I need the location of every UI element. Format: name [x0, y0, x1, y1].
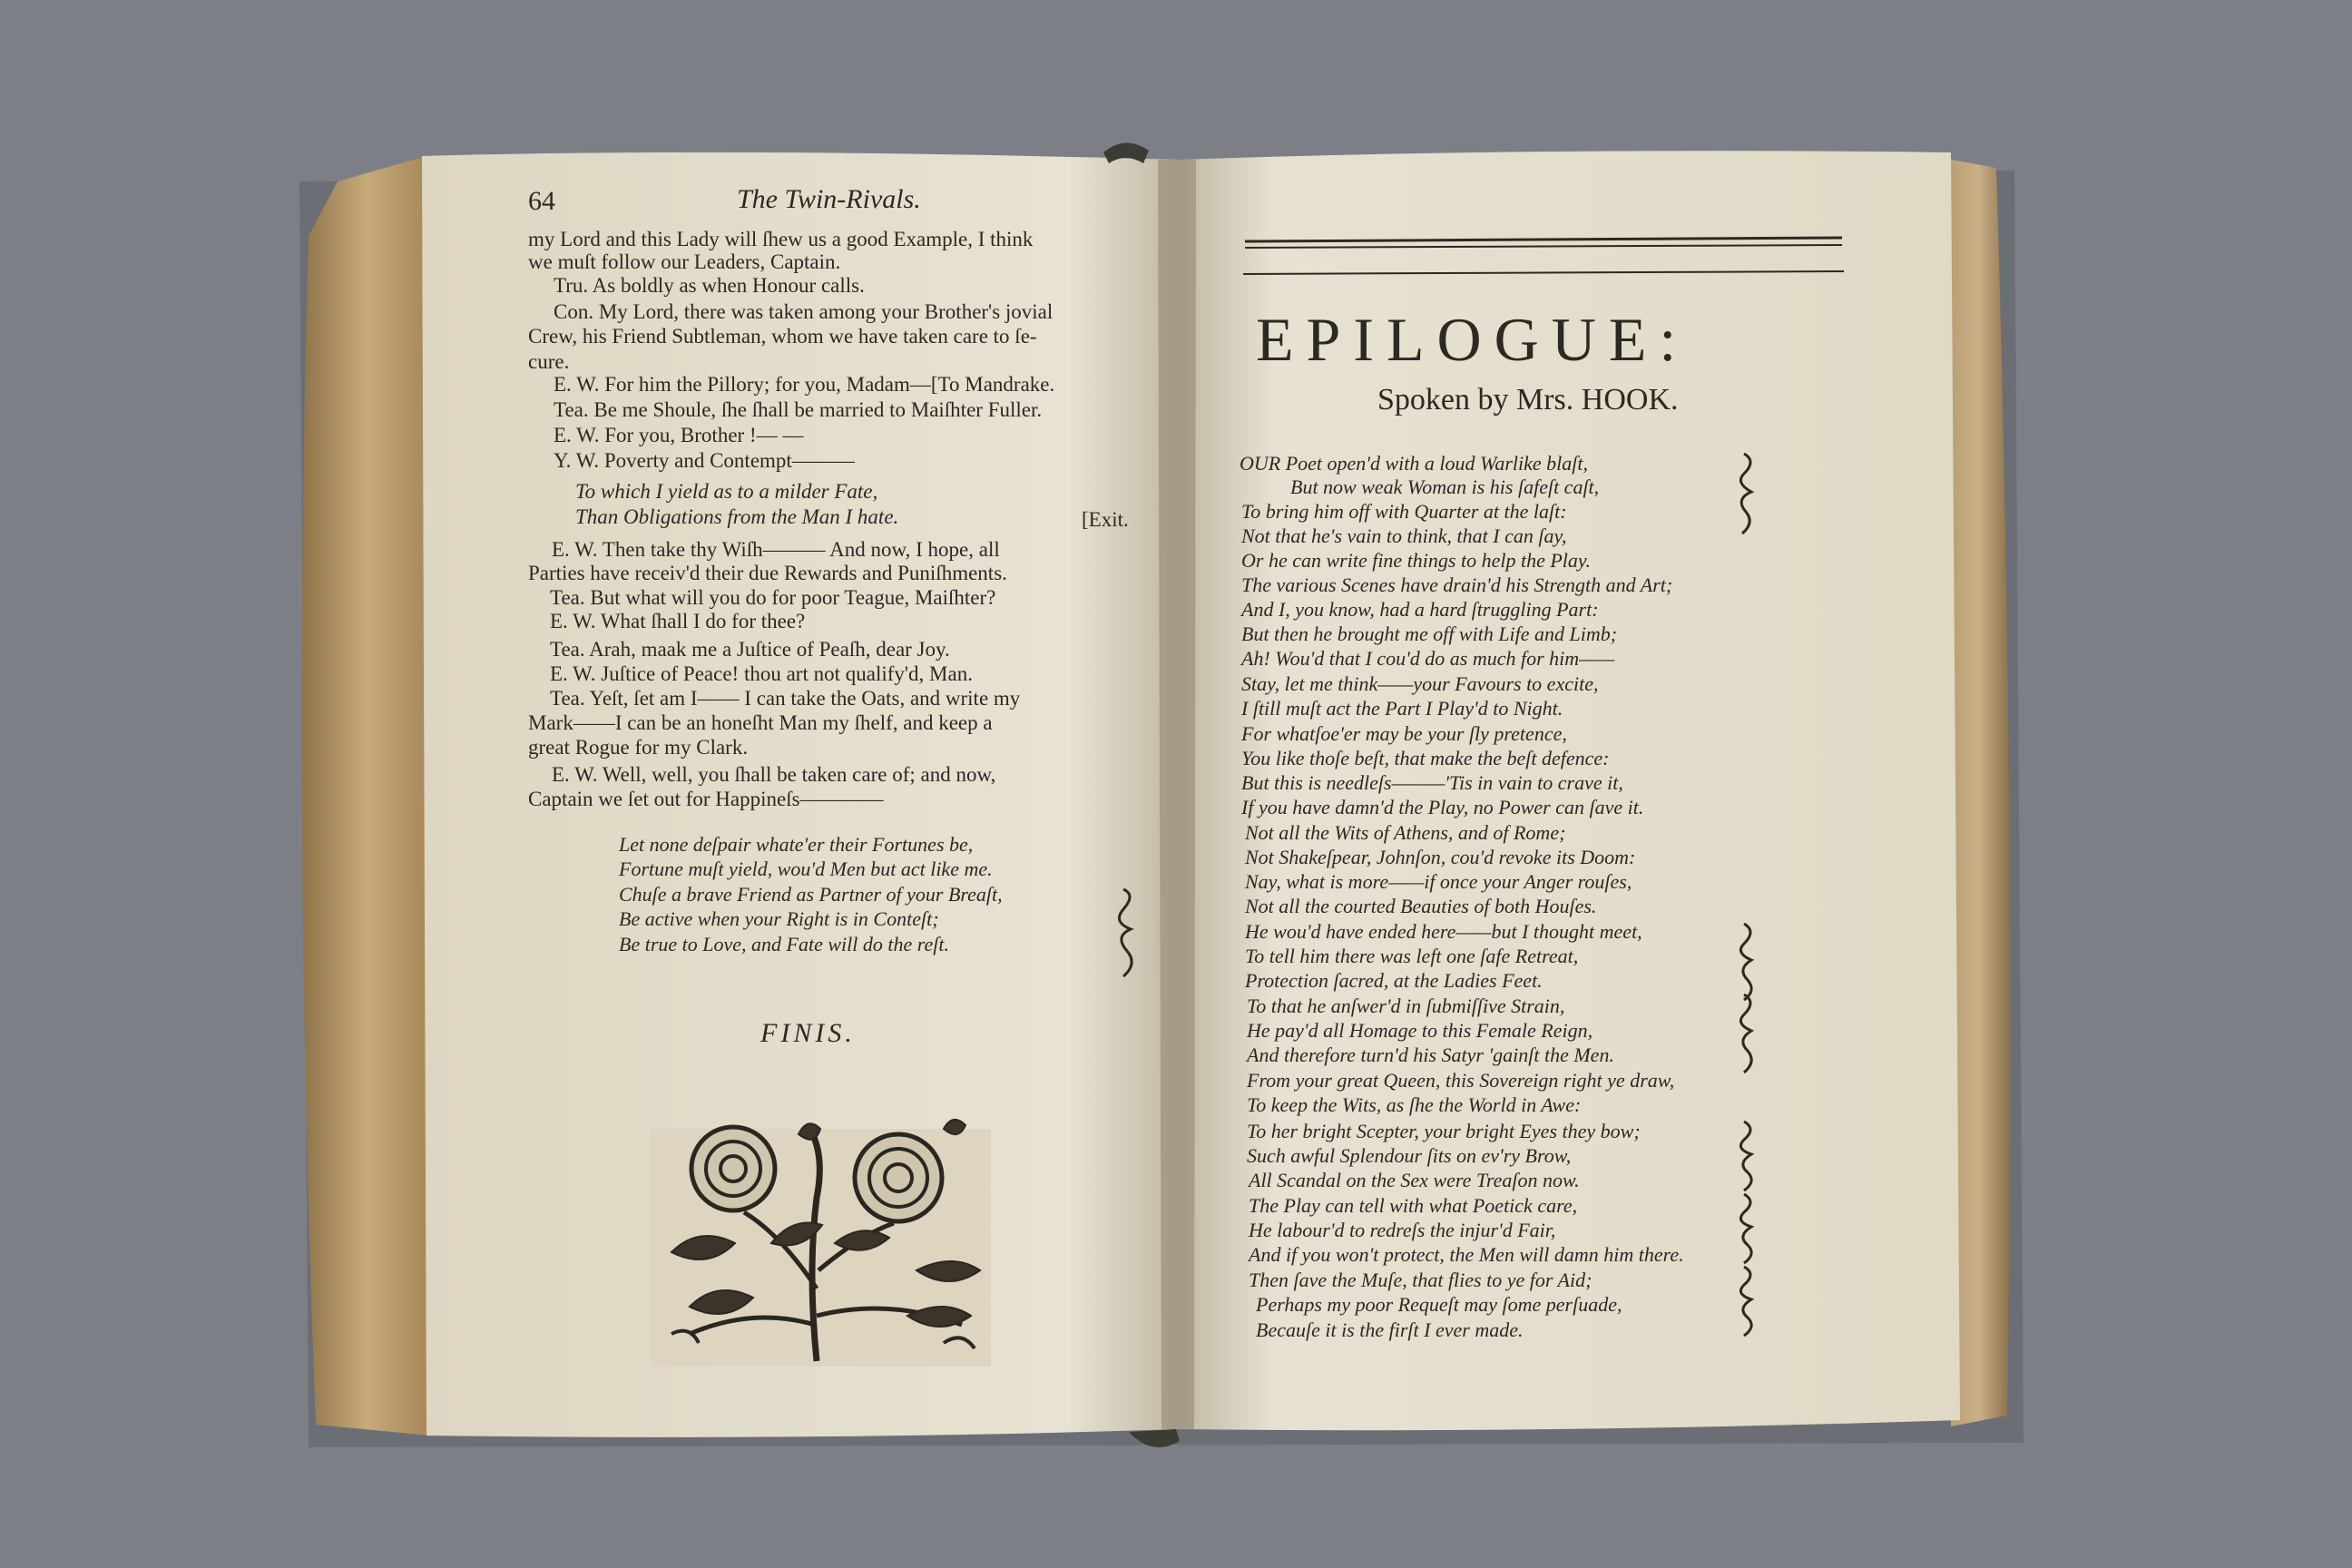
text-line: cure.: [528, 350, 570, 373]
verse-line: Becauſe it is the firſt I ever made.: [1256, 1318, 1524, 1341]
verse-line: He pay'd all Homage to this Female Reign,: [1247, 1019, 1593, 1042]
text-line: E. W. Juſtice of Peace! thou art not qualify'd, Man.: [550, 662, 973, 685]
verse-line: But this is needleſs———'Tis in vain to crave it,: [1241, 771, 1623, 794]
verse-line: The various Scenes have drain'd his Strength and Art;: [1241, 573, 1673, 596]
verse-line: You like thoſe beſt, that make the beſt defence:: [1241, 747, 1610, 769]
text-line: E. W. Then take thy Wiſh——— And now, I hope, all: [552, 538, 1000, 561]
text-line: my Lord and this Lady will ſhew us a good Example, I think: [528, 228, 1034, 250]
text-line: Parties have receiv'd their due Rewards and Puniſhments.: [528, 562, 1007, 584]
text-line: Tea. But what will you do for poor Teague, Maiſhter?: [550, 586, 996, 609]
verse-line: Such awful Splendour ſits on ev'ry Brow,: [1247, 1144, 1572, 1167]
epilogue-title: EPILOGUE:: [1256, 305, 1690, 374]
gutter-shadow: [1158, 160, 1196, 1429]
text-line: Tru. As boldly as when Honour calls.: [554, 274, 865, 297]
verse-line: Not all the courted Beauties of both Houſes.: [1245, 895, 1597, 917]
verse-line: Or he can write fine things to help the Play.: [1241, 549, 1591, 572]
verse-line: For whatſoe'er may be your ſly pretence,: [1241, 722, 1567, 745]
verse-line: OUR Poet open'd with a loud Warlike blaſt,: [1240, 452, 1588, 475]
text-line: E. W. For you, Brother !— —: [554, 424, 804, 446]
verse-line: Fortune muſt yield, wou'd Men but act like me.: [619, 858, 993, 880]
text-line: Tea. Yeſt, ſet am I—— I can take the Oats, and write my: [550, 687, 1021, 710]
verse-line: From your great Queen, this Sovereign right ye draw,: [1247, 1069, 1675, 1092]
verse-line: But now weak Woman is his ſafeſt caſt,: [1290, 475, 1600, 498]
verse-line: If you have damn'd the Play, no Power can ſave it.: [1241, 796, 1644, 818]
verse-line: To keep the Wits, as ſhe the World in Awe:: [1247, 1093, 1582, 1116]
verse-line: Nay, what is more——if once your Anger rouſes,: [1245, 870, 1632, 893]
verse-line: Perhaps my poor Requeſt may ſome perſuade,: [1256, 1293, 1622, 1316]
verse-line: I ſtill muſt act the Part I Play'd to Night.: [1241, 697, 1563, 720]
text-line: we muſt follow our Leaders, Captain.: [528, 250, 841, 273]
verse-line: All Scandal on the Sex were Treaſon now.: [1249, 1169, 1580, 1191]
verse-line: Ah! Wou'd that I cou'd do as much for him——: [1241, 647, 1615, 670]
verse-line: But then he brought me off with Life and Limb;: [1241, 622, 1618, 645]
text-line: [Exit.: [1082, 508, 1129, 531]
verse-line: And therefore turn'd his Satyr 'gainſt the Men.: [1247, 1044, 1614, 1066]
verse-line: To her bright Scepter, your bright Eyes they bow;: [1247, 1120, 1641, 1142]
verse-line: Not all the Wits of Athens, and of Rome;: [1245, 821, 1566, 844]
woodcut-rose-ornament: [650, 1120, 991, 1367]
verse-line: To that he anſwer'd in ſubmiſſive Strain,: [1247, 995, 1565, 1017]
finis-heading: FINIS.: [760, 1018, 856, 1048]
text-line: Captain we ſet out for Happineſs————: [528, 788, 884, 810]
verse-line: To tell him there was left one ſafe Retreat,: [1245, 945, 1579, 967]
text-line: To which I yield as to a milder Fate,: [575, 480, 878, 503]
text-line: Tea. Arah, maak me a Juſtice of Peaſh, dear Joy.: [550, 638, 950, 661]
verse-line: Not Shakeſpear, Johnſon, cou'd revoke its Doom:: [1245, 846, 1636, 868]
verse-line: Chuſe a brave Friend as Partner of your Breaſt,: [619, 883, 1003, 906]
text-line: E. W. What ſhall I do for thee?: [550, 610, 806, 632]
verse-line: Protection ſacred, at the Ladies Feet.: [1245, 969, 1543, 992]
verse-line: Stay, let me think——your Favours to excite,: [1241, 672, 1599, 695]
verse-line: To bring him off with Quarter at the laſt:: [1241, 500, 1567, 523]
text-line: Than Obligations from the Man I hate.: [575, 505, 899, 528]
text-line: Y. W. Poverty and Contempt———: [554, 449, 855, 472]
text-line: great Rogue for my Clark.: [528, 736, 749, 759]
epilogue-subtitle: Spoken by Mrs. HOOK.: [1377, 383, 1679, 416]
left-page-edges: [302, 156, 431, 1436]
verse-line: He wou'd have ended here——but I thought meet,: [1245, 920, 1642, 943]
running-head: The Twin-Rivals.: [737, 184, 921, 214]
verse-line: And I, you know, had a hard ſtruggling Part:: [1241, 598, 1599, 621]
verse-line: And if you won't protect, the Men will damn him there.: [1249, 1243, 1684, 1266]
text-line: Tea. Be me Shoule, ſhe ſhall be married to Maiſhter Fuller.: [554, 398, 1043, 421]
verse-line: Be active when your Right is in Conteſt;: [619, 907, 939, 930]
text-line: E. W. Well, well, you ſhall be taken care of; and now,: [552, 763, 996, 786]
verse-line: He labour'd to redreſs the injur'd Fair,: [1249, 1219, 1556, 1241]
text-line: Mark——I can be an honeſht Man my ſhelf, and keep a: [528, 711, 993, 734]
verse-line: Let none deſpair whate'er their Fortunes be,: [619, 833, 974, 856]
text-line: Crew, his Friend Subtleman, whom we have taken care to ſe-: [528, 325, 1037, 348]
verse-line: Then ſave the Muſe, that flies to ye for Aid;: [1249, 1269, 1592, 1291]
text-line: Con. My Lord, there was taken among your Brother's jovial: [554, 300, 1054, 323]
text-line: E. W. For him the Pillory; for you, Madam—[To Mandrake.: [554, 373, 1055, 396]
verse-line: The Play can tell with what Poetick care,: [1249, 1194, 1578, 1217]
page-number: 64: [528, 186, 555, 216]
verse-line: Not that he's vain to think, that I can ſay,: [1241, 524, 1567, 547]
verse-line: Be true to Love, and Fate will do the reſt.: [619, 933, 949, 956]
